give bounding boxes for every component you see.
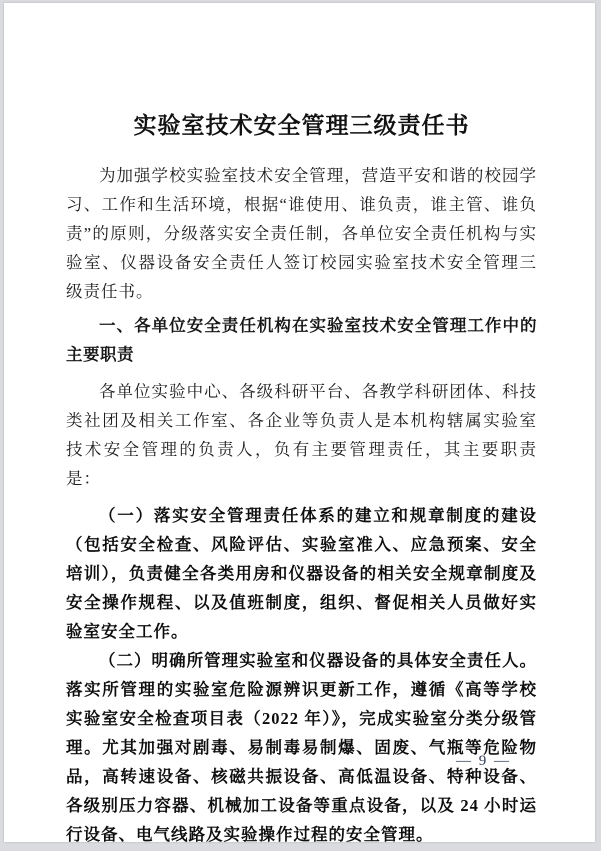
- duty-item-1-paragraph: （一）落实安全管理责任体系的建立和规章制度的建设（包括安全检查、风险评估、实验室准入、应急预案、安全培训），负责健全各类用房和仪器设备的相关安全规章制度及安全操作规程、以及值班制度，组织、督促相关人员做好实验室安全工作。: [66, 506, 537, 641]
- document-page: [4, 3, 595, 842]
- page-content: [4, 107, 595, 849]
- duty-item-2-paragraph: （二）明确所管理实验室和仪器设备的具体安全责任人。落实所管理的实验室危险源辨识更新工作，遵循《高等学校实验室安全检查项目表（2022 年）》，完成实验室分类分级管理。尤其加强对剧毒、易制毒易制爆、固废、气瓶等危险物品，高转速设备、核磁共振设备、高低温设备、特种设备、各级别压力容器、机械加工设备等重点设备，以及 24 小时运行设备、电气线路及实验操作过程的安全管理。: [66, 651, 537, 844]
- page-number: — 9 —: [456, 753, 511, 769]
- section-1-heading: 一、各单位安全责任机构在实验室技术安全管理工作中的主要职责: [66, 317, 537, 364]
- section-1-intro-paragraph: 各单位实验中心、各级科研平台、各教学科研团体、科技类社团及相关工作室、各企业等负责人是本机构辖属实验室技术安全管理的负责人，负有主要管理责任，其主要职责是：: [66, 382, 537, 488]
- intro-paragraph: 为加强学校实验室技术安全管理，营造平安和谐的校园学习、工作和生活环境，根据“谁使用、谁负责，谁主管、谁负责”的原则，分级落实安全责任制，各单位安全责任机构与实验室、仪器设备安全责任人签订校园实验室技术安全管理三级责任书。: [66, 166, 537, 301]
- document-title: 实验室技术安全管理三级责任书: [133, 113, 470, 138]
